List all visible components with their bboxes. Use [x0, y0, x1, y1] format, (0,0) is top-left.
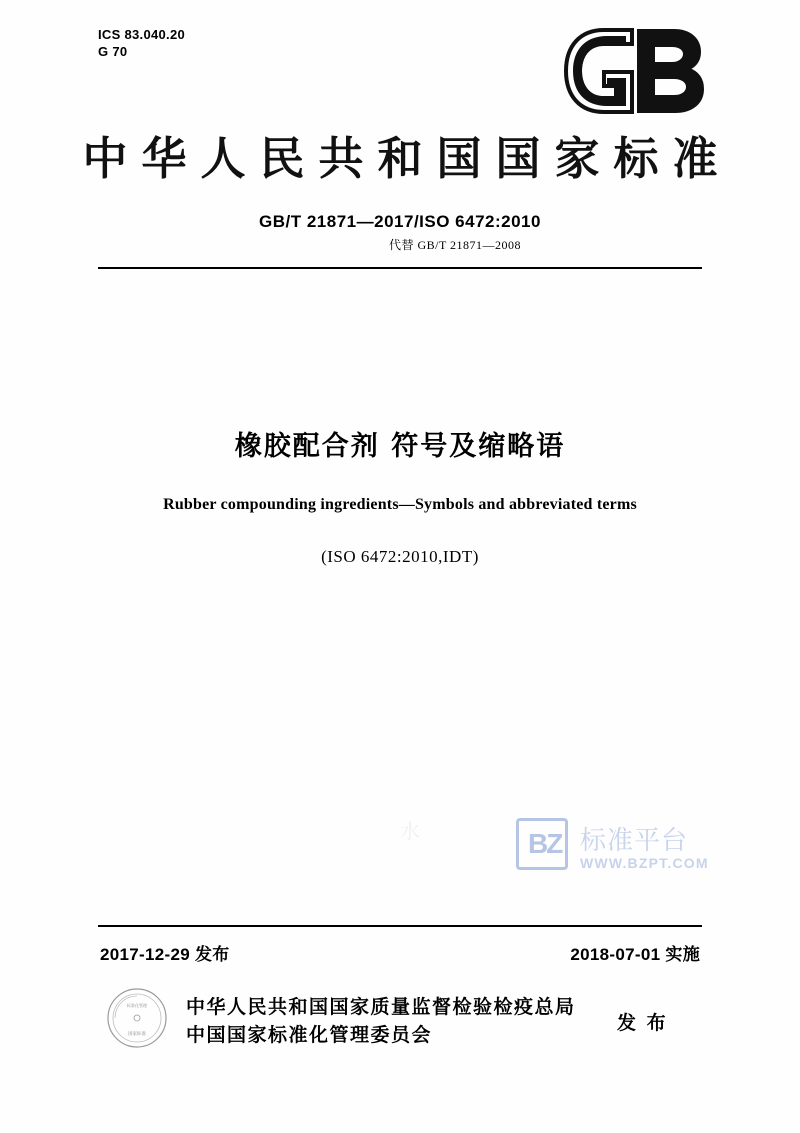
ics-classification-block: [98, 26, 185, 60]
ics-code: ICS 83.040.20: [98, 27, 186, 42]
official-seal-icon: [106, 987, 168, 1049]
title-english: Rubber compounding ingredients—Symbols and abbreviated terms: [163, 496, 637, 513]
faint-watermark: 水: [400, 819, 420, 843]
ccs-code: G 70: [98, 44, 128, 59]
implementation-date: 2018-07-01 实施: [570, 945, 700, 964]
divider-bottom: [98, 925, 702, 927]
org-line-1: 中华人民共和国国家质量监督检验检疫总局: [186, 996, 576, 1018]
watermark: [516, 818, 756, 890]
watermark-badge-letters: BZ: [528, 828, 562, 859]
issue-date: 2017-12-29 发布: [100, 945, 230, 964]
title-chinese: 橡胶配合剂 符号及缩略语: [234, 431, 566, 462]
page-title: 中华人民共和国国家标准: [82, 132, 732, 185]
standard-replaces: 代替 GB/T 21871—2008: [388, 238, 522, 252]
publish-label: 发 布: [617, 1012, 668, 1034]
issuing-organizations: [186, 993, 576, 1049]
standard-number: GB/T 21871—2017/ISO 6472:2010: [259, 212, 541, 231]
watermark-url: WWW.BZPT.COM: [580, 855, 709, 871]
watermark-badge-icon: [516, 818, 568, 870]
divider-top: [98, 267, 702, 269]
svg-text:国家标准: 国家标准: [128, 1032, 146, 1037]
iso-equivalence: (ISO 6472:2010,IDT): [321, 547, 479, 566]
svg-text:标准化管理: 标准化管理: [127, 1003, 147, 1008]
org-line-2: 中国国家标准化管理委员会: [186, 1024, 433, 1046]
watermark-text: 标准平台: [580, 826, 689, 856]
gb-logo: [562, 26, 712, 116]
